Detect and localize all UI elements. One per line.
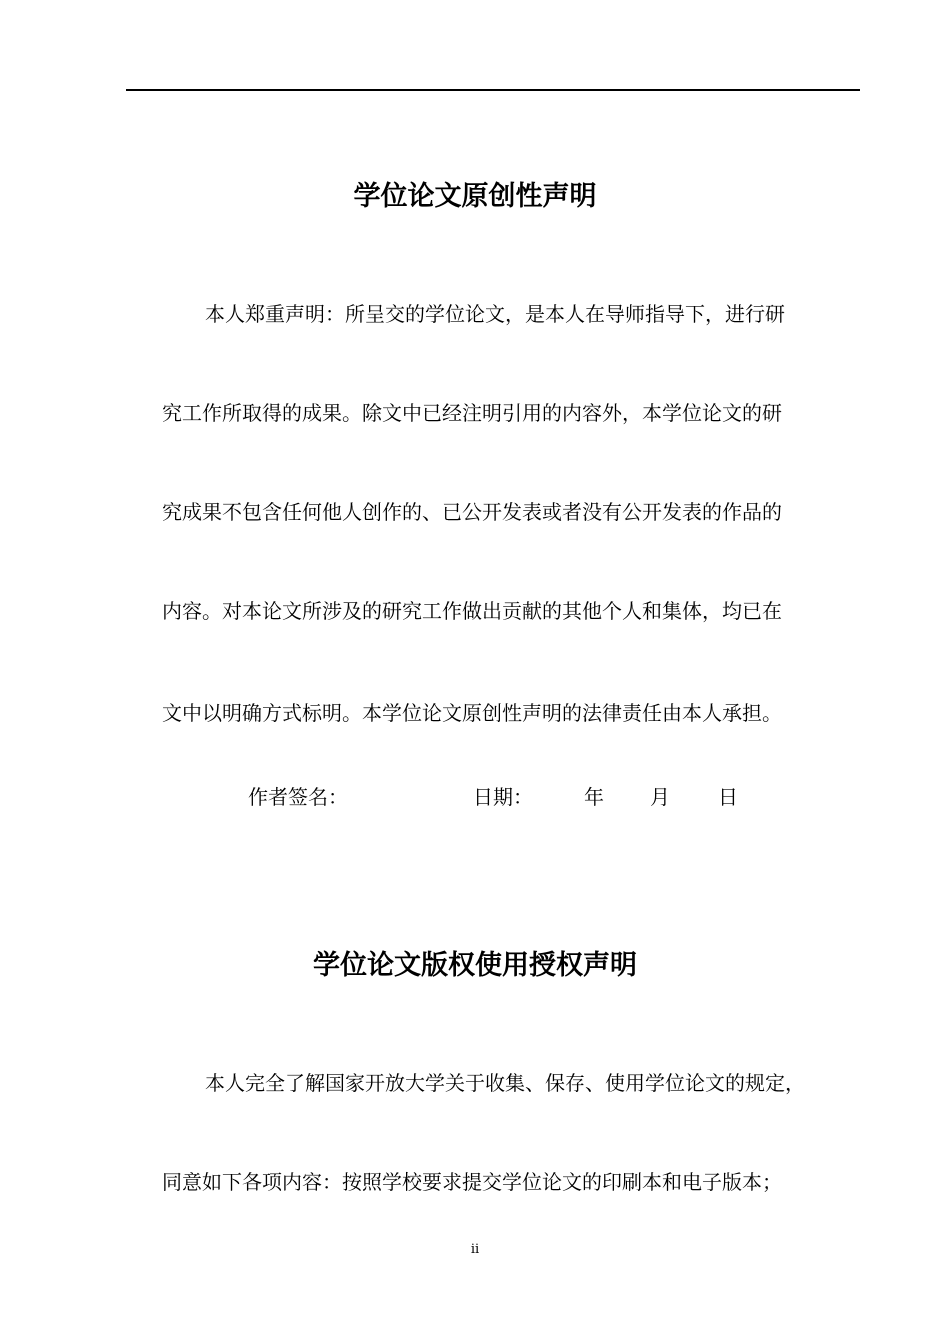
header-rule	[126, 89, 860, 91]
page-number: ii	[470, 1242, 480, 1257]
day-label: 日	[718, 785, 738, 809]
authorization-line-1: 本人完全了解国家开放大学关于收集、保存、使用学位论文的规定，	[205, 1071, 805, 1095]
declaration-line-5: 文中以明确方式标明。本学位论文原创性声明的法律责任由本人承担。	[162, 701, 782, 725]
declaration-line-1: 本人郑重声明：所呈交的学位论文，是本人在导师指导下，进行研	[205, 302, 785, 326]
declaration-line-2: 究工作所取得的成果。除文中已经注明引用的内容外，本学位论文的研	[162, 401, 782, 425]
author-signature-label: 作者签名：	[248, 785, 348, 809]
year-label: 年	[584, 785, 604, 809]
copyright-authorization-title: 学位论文版权使用授权声明	[313, 950, 637, 981]
authorization-line-2: 同意如下各项内容：按照学校要求提交学位论文的印刷本和电子版本；	[162, 1170, 782, 1194]
declaration-line-4: 内容。对本论文所涉及的研究工作做出贡献的其他个人和集体，均已在	[162, 599, 782, 623]
declaration-line-3: 究成果不包含任何他人创作的、已公开发表或者没有公开发表的作品的	[162, 500, 782, 524]
originality-declaration-title: 学位论文原创性声明	[353, 181, 597, 212]
date-label: 日期：	[473, 785, 533, 809]
month-label: 月	[650, 785, 670, 809]
